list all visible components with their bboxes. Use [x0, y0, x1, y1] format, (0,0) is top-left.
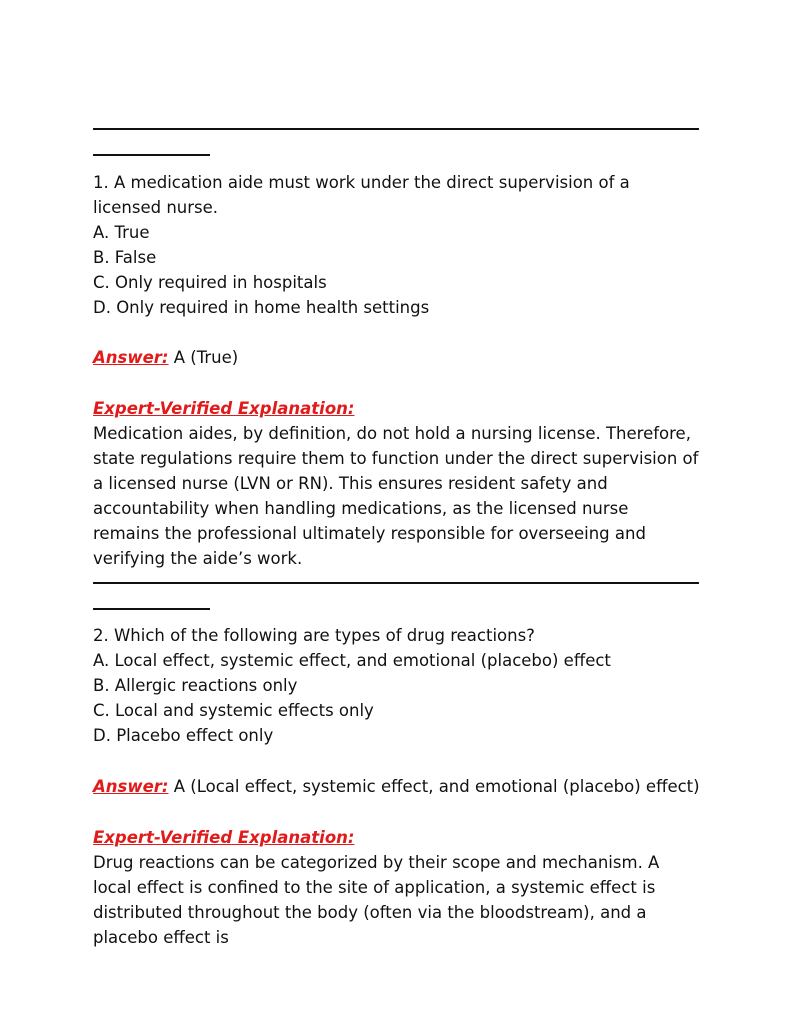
- question-2-option-b: B. Allergic reactions only: [93, 676, 298, 695]
- separator-2: [93, 582, 699, 610]
- explanation-text: Drug reactions can be categorized by their scope and mechanism. A local effect is confined to the site of application, a systemic effect is distributed throughout the body (often via the bloodstream), and a placebo effect is: [93, 853, 660, 947]
- question-2-option-d: D. Placebo effect only: [93, 726, 274, 745]
- question-1-block: [93, 170, 703, 320]
- answer-value: A (Local effect, systemic effect, and emotional (placebo) effect): [168, 777, 700, 796]
- question-1-answer: [93, 345, 703, 370]
- separator-long-line: [93, 128, 699, 130]
- question-1-text: 1. A medication aide must work under the direct supervision of a licensed nurse.: [93, 173, 630, 217]
- question-2-text: 2. Which of the following are types of drug reactions?: [93, 626, 535, 645]
- question-1-option-b: B. False: [93, 248, 157, 267]
- question-2-option-c: C. Local and systemic effects only: [93, 701, 374, 720]
- question-2-block: [93, 623, 703, 748]
- explanation-text: Medication aides, by definition, do not hold a nursing license. Therefore, state regulations require them to function under the direct supervision of a licensed nurse (LVN or RN). This ensures resident safety and accountability when handling medications, as the licensed nurse remains the professional ultimately responsible for overseeing and verifying the aide’s work.: [93, 424, 699, 568]
- answer-label: Answer:: [93, 777, 169, 796]
- separator-short-line: [93, 154, 210, 156]
- answer-label: Answer:: [93, 348, 169, 367]
- answer-value: A (True): [168, 348, 239, 367]
- question-2-option-a: A. Local effect, systemic effect, and emotional (placebo) effect: [93, 651, 611, 670]
- separator-long-line: [93, 582, 699, 584]
- explanation-label: Expert-Verified Explanation:: [93, 399, 355, 418]
- question-1-option-d: D. Only required in home health settings: [93, 298, 430, 317]
- question-2-answer: [93, 774, 703, 799]
- separator-1: [93, 128, 699, 156]
- question-1-option-c: C. Only required in hospitals: [93, 273, 327, 292]
- separator-short-line: [93, 608, 210, 610]
- question-2-explanation: [93, 825, 703, 950]
- question-1-option-a: A. True: [93, 223, 150, 242]
- question-1-explanation: [93, 396, 703, 571]
- explanation-label: Expert-Verified Explanation:: [93, 828, 355, 847]
